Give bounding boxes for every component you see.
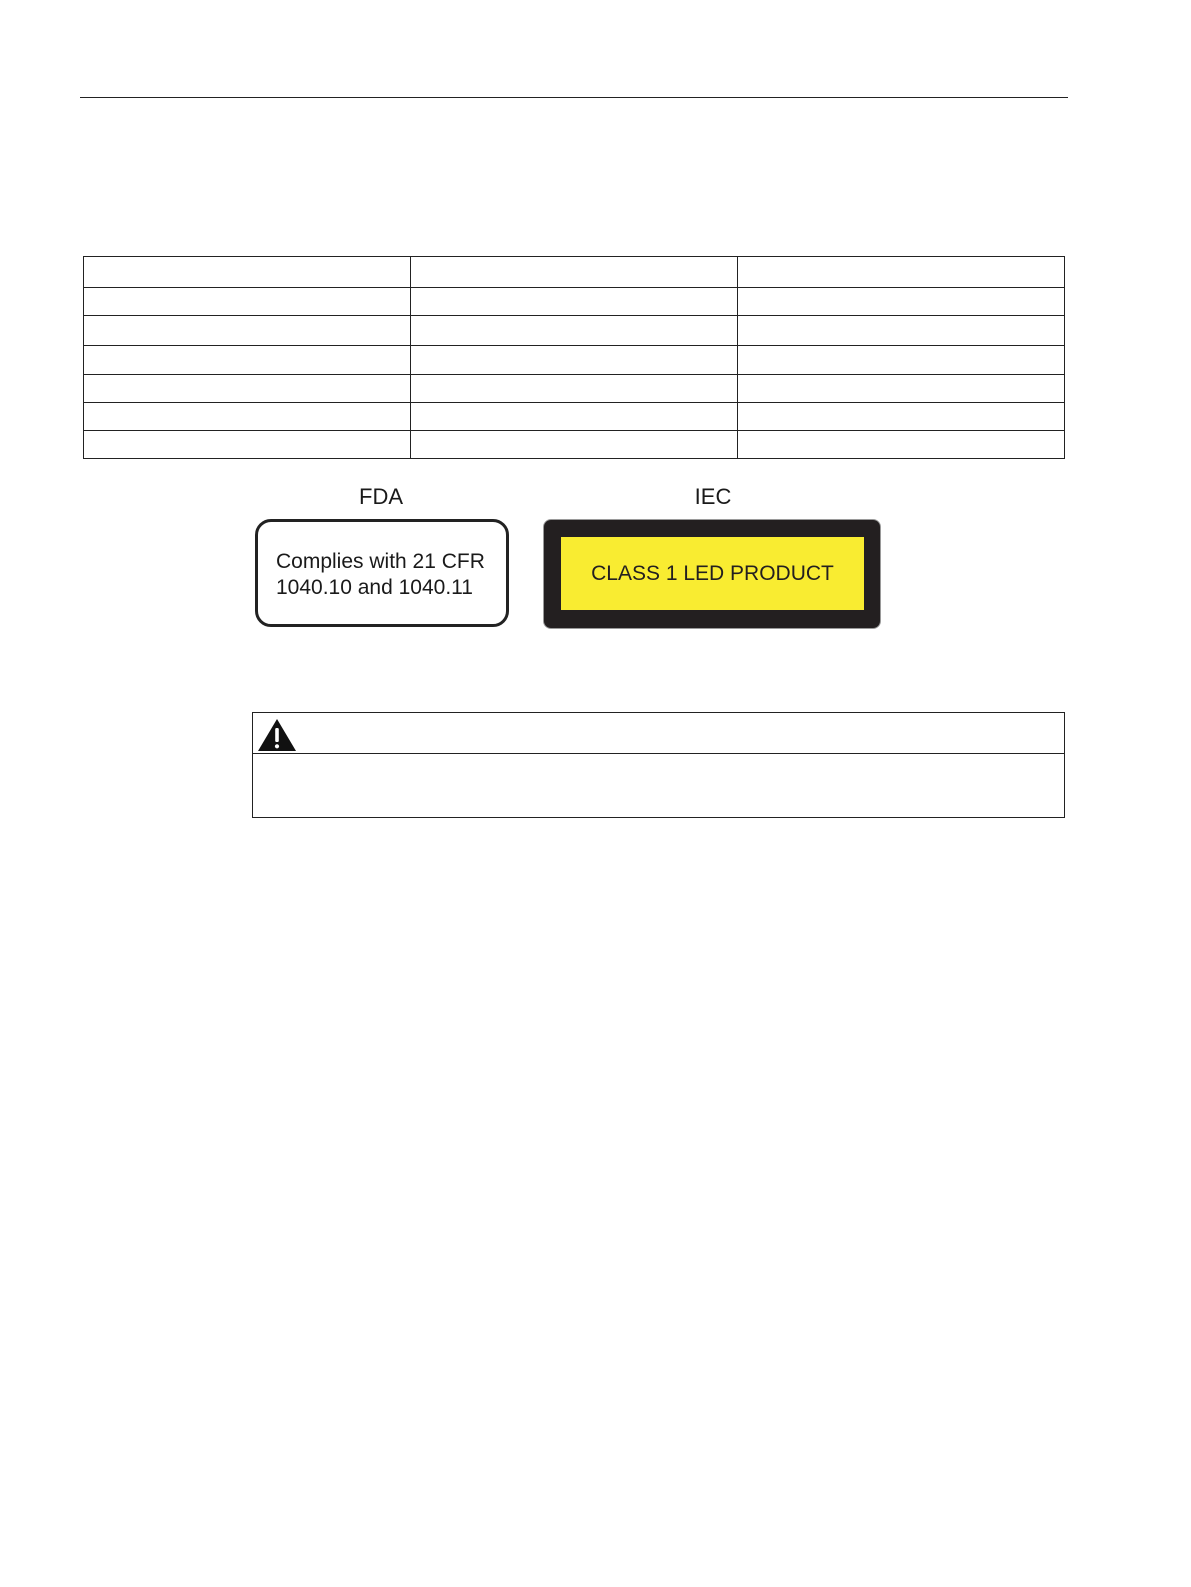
table-cell — [738, 375, 1065, 403]
table-cell — [411, 375, 738, 403]
table-cell — [738, 288, 1065, 316]
table-cell — [84, 316, 411, 346]
table-cell — [84, 375, 411, 403]
table-cell — [411, 316, 738, 346]
header-rule — [80, 97, 1068, 98]
iec-class-label-panel — [561, 537, 864, 610]
fda-compliance-line-2: 1040.10 and 1040.11 — [276, 576, 473, 599]
iec-label-caption: IEC — [694, 484, 732, 509]
table-row — [84, 431, 1065, 459]
warning-box — [252, 712, 1065, 818]
table-cell — [738, 346, 1065, 375]
fda-compliance-line-1: Complies with 21 CFR — [276, 550, 485, 573]
iec-class-label-text: CLASS 1 LED PRODUCT — [591, 561, 834, 585]
table-cell — [84, 257, 411, 288]
fda-compliance-label — [255, 519, 509, 627]
table-cell — [738, 316, 1065, 346]
table-cell — [84, 431, 411, 459]
fda-label-caption: FDA — [359, 484, 403, 509]
table-cell — [738, 257, 1065, 288]
table-cell — [84, 403, 411, 431]
table-row — [84, 375, 1065, 403]
table-cell — [411, 257, 738, 288]
table-cell — [84, 346, 411, 375]
table-cell — [411, 403, 738, 431]
warning-header — [253, 713, 1064, 754]
specifications-table — [83, 256, 1065, 459]
iec-class-label — [544, 520, 880, 628]
table-row — [84, 316, 1065, 346]
table-cell — [738, 431, 1065, 459]
table-cell — [738, 403, 1065, 431]
fda-compliance-text — [276, 549, 485, 601]
table-row — [84, 288, 1065, 316]
table-cell — [84, 288, 411, 316]
table-cell — [411, 346, 738, 375]
table-row — [84, 257, 1065, 288]
table-cell — [411, 431, 738, 459]
warning-triangle-icon — [257, 718, 297, 752]
table-cell — [411, 288, 738, 316]
table-row — [84, 346, 1065, 375]
table-row — [84, 403, 1065, 431]
